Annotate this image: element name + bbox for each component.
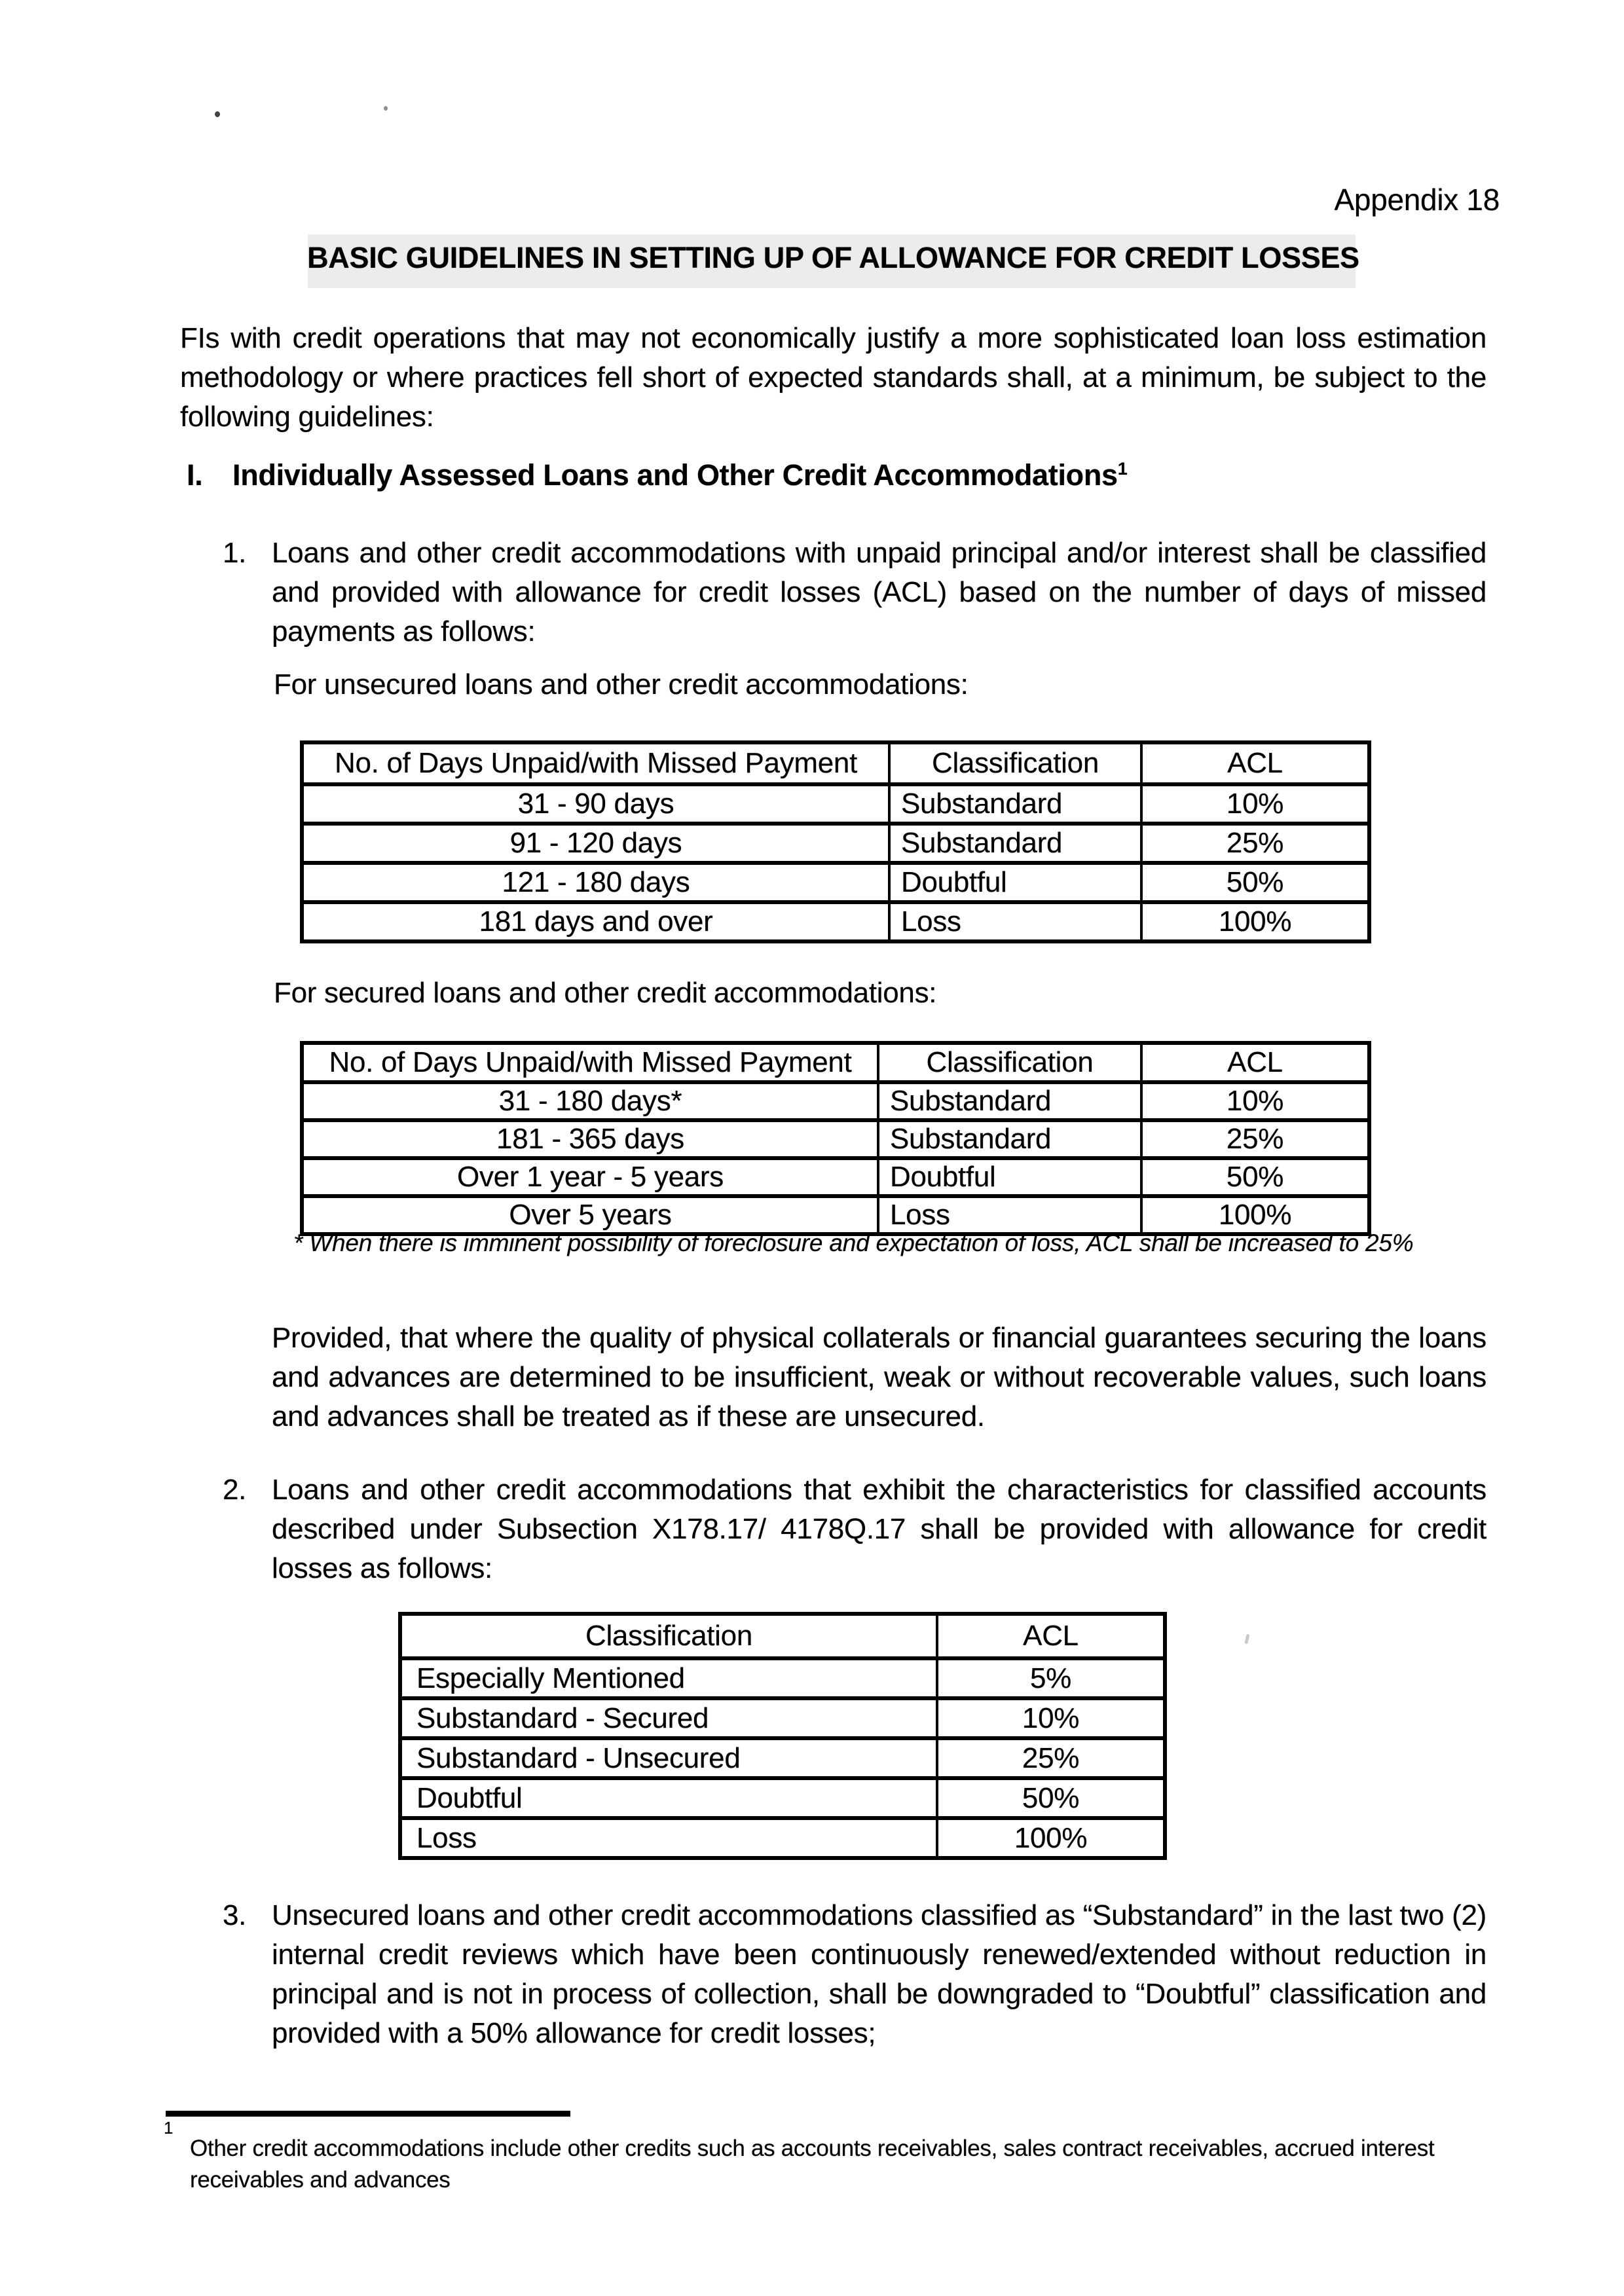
classification-acl-table [398,1612,1167,1860]
table-header-row [302,742,1369,784]
item-text: Loans and other credit accommodations with unpaid principal and/or interest shall be classified and provided with allowance for credit losses (ACL) based on the number of days of missed payments as follows: [272,537,1486,647]
table-row [302,1196,1369,1234]
cell-classification: Especially Mentioned [400,1658,937,1698]
table-row [302,784,1369,824]
item-text: Loans and other credit accommodations that exhibit the characteristics for classified accounts described under Subsection X178.17/ 4178Q.17 shall be provided with allowance for credit losses as follows: [272,1474,1486,1584]
cell-classification: Substandard [889,784,1141,824]
footnote-ref-marker: 1 [1117,459,1128,479]
cell-days: 31 - 180 days* [302,1082,878,1120]
header-acl: ACL [1141,1043,1369,1082]
table-row [302,1120,1369,1158]
secured-table-caption: For secured loans and other credit accommodations: [274,977,937,1009]
footnote-divider [166,2111,570,2117]
cell-acl: 5% [937,1658,1165,1698]
section-title: Individually Assessed Loans and Other Credit Accommodations [232,458,1118,492]
page-footnote: 1 Other credit accommodations include other credits such as accounts receivables, sales contract receivables, accrued interest receivables and advances [164,2133,1467,2196]
list-item-1 [223,534,1486,651]
secured-loans-table [300,1041,1371,1236]
cell-days: Over 5 years [302,1196,878,1234]
scan-artifact-dot [384,106,388,111]
table-row [302,824,1369,863]
cell-classification: Doubtful [878,1158,1141,1196]
cell-acl: 50% [1141,863,1369,902]
cell-classification: Substandard - Secured [400,1698,937,1738]
header-classification: Classification [889,742,1141,784]
cell-classification: Substandard [878,1082,1141,1120]
table-row [400,1698,1165,1738]
unsecured-loans-table [300,740,1371,943]
cell-acl: 25% [1141,824,1369,863]
table-row [302,1082,1369,1120]
item-number: 1. [223,537,247,569]
secured-table-footnote: * When there is imminent possibility of foreclosure and expectation of loss, ACL shall be increased to 25% [293,1230,1414,1256]
header-acl: ACL [937,1614,1165,1658]
cell-acl: 25% [1141,1120,1369,1158]
cell-days: 121 - 180 days [302,863,889,902]
table-row [400,1658,1165,1698]
unsecured-table-caption: For unsecured loans and other credit accommodations: [274,668,969,701]
cell-classification: Substandard - Unsecured [400,1738,937,1778]
table-row [302,863,1369,902]
cell-classification: Substandard [889,824,1141,863]
table-row [400,1818,1165,1858]
list-item-3 [223,1896,1486,2053]
table-header-row [400,1614,1165,1658]
cell-acl: 25% [937,1738,1165,1778]
intro-paragraph: FIs with credit operations that may not economically justify a more sophisticated loan loss estimation methodology or where practices fell short of expected standards shall, at a minimum, be subject to the following guidelines: [180,322,1486,433]
cell-days: Over 1 year - 5 years [302,1158,878,1196]
cell-classification: Doubtful [400,1778,937,1818]
cell-classification: Substandard [878,1120,1141,1158]
table-row [400,1738,1165,1778]
header-days: No. of Days Unpaid/with Missed Payment [302,1043,878,1082]
header-acl: ACL [1141,742,1369,784]
item-text: Unsecured loans and other credit accommodations classified as “Substandard” in the last two (2) internal credit reviews which have been continuously renewed/extended without reduction in principal and is not in process of collection, shall be downgraded to “Doubtful” classification and provided with a 50% allowance for credit losses; [272,1899,1486,2049]
cell-days: 91 - 120 days [302,824,889,863]
cell-acl: 50% [1141,1158,1369,1196]
page-title: BASIC GUIDELINES IN SETTING UP OF ALLOWANCE FOR CREDIT LOSSES [307,241,1359,274]
table-row [302,1158,1369,1196]
table-header-row [302,1043,1369,1082]
section-heading [187,458,1128,492]
cell-classification: Doubtful [889,863,1141,902]
cell-acl: 50% [937,1778,1165,1818]
section-numeral: I. [187,458,203,492]
header-days: No. of Days Unpaid/with Missed Payment [302,742,889,784]
scan-artifact-mark [1244,1634,1249,1645]
cell-classification: Loss [889,902,1141,941]
list-item-2 [223,1470,1486,1588]
cell-days: 181 - 365 days [302,1120,878,1158]
header-classification: Classification [878,1043,1141,1082]
cell-acl: 100% [1141,1196,1369,1234]
cell-acl: 10% [937,1698,1165,1738]
cell-days: 31 - 90 days [302,784,889,824]
cell-days: 181 days and over [302,902,889,941]
item-number: 2. [223,1474,247,1506]
provided-paragraph: Provided, that where the quality of physical collaterals or financial guarantees securing the loans and advances are determined to be insufficient, weak or without recoverable values, such loans and advances shall be treated as if these are unsecured. [272,1322,1486,1432]
scan-artifact-dot [215,111,220,117]
header-classification: Classification [400,1614,937,1658]
appendix-label: Appendix 18 [1334,183,1500,217]
table-row [302,902,1369,941]
cell-acl: 100% [937,1818,1165,1858]
cell-classification: Loss [400,1818,937,1858]
footnote-text: Other credit accommodations include other credits such as accounts receivables, sales contract receivables, accrued interest receivables and advances [190,2136,1435,2193]
cell-acl: 10% [1141,1082,1369,1120]
cell-classification: Loss [878,1196,1141,1234]
table-row [400,1778,1165,1818]
cell-acl: 10% [1141,784,1369,824]
cell-acl: 100% [1141,902,1369,941]
item-number: 3. [223,1899,247,1931]
